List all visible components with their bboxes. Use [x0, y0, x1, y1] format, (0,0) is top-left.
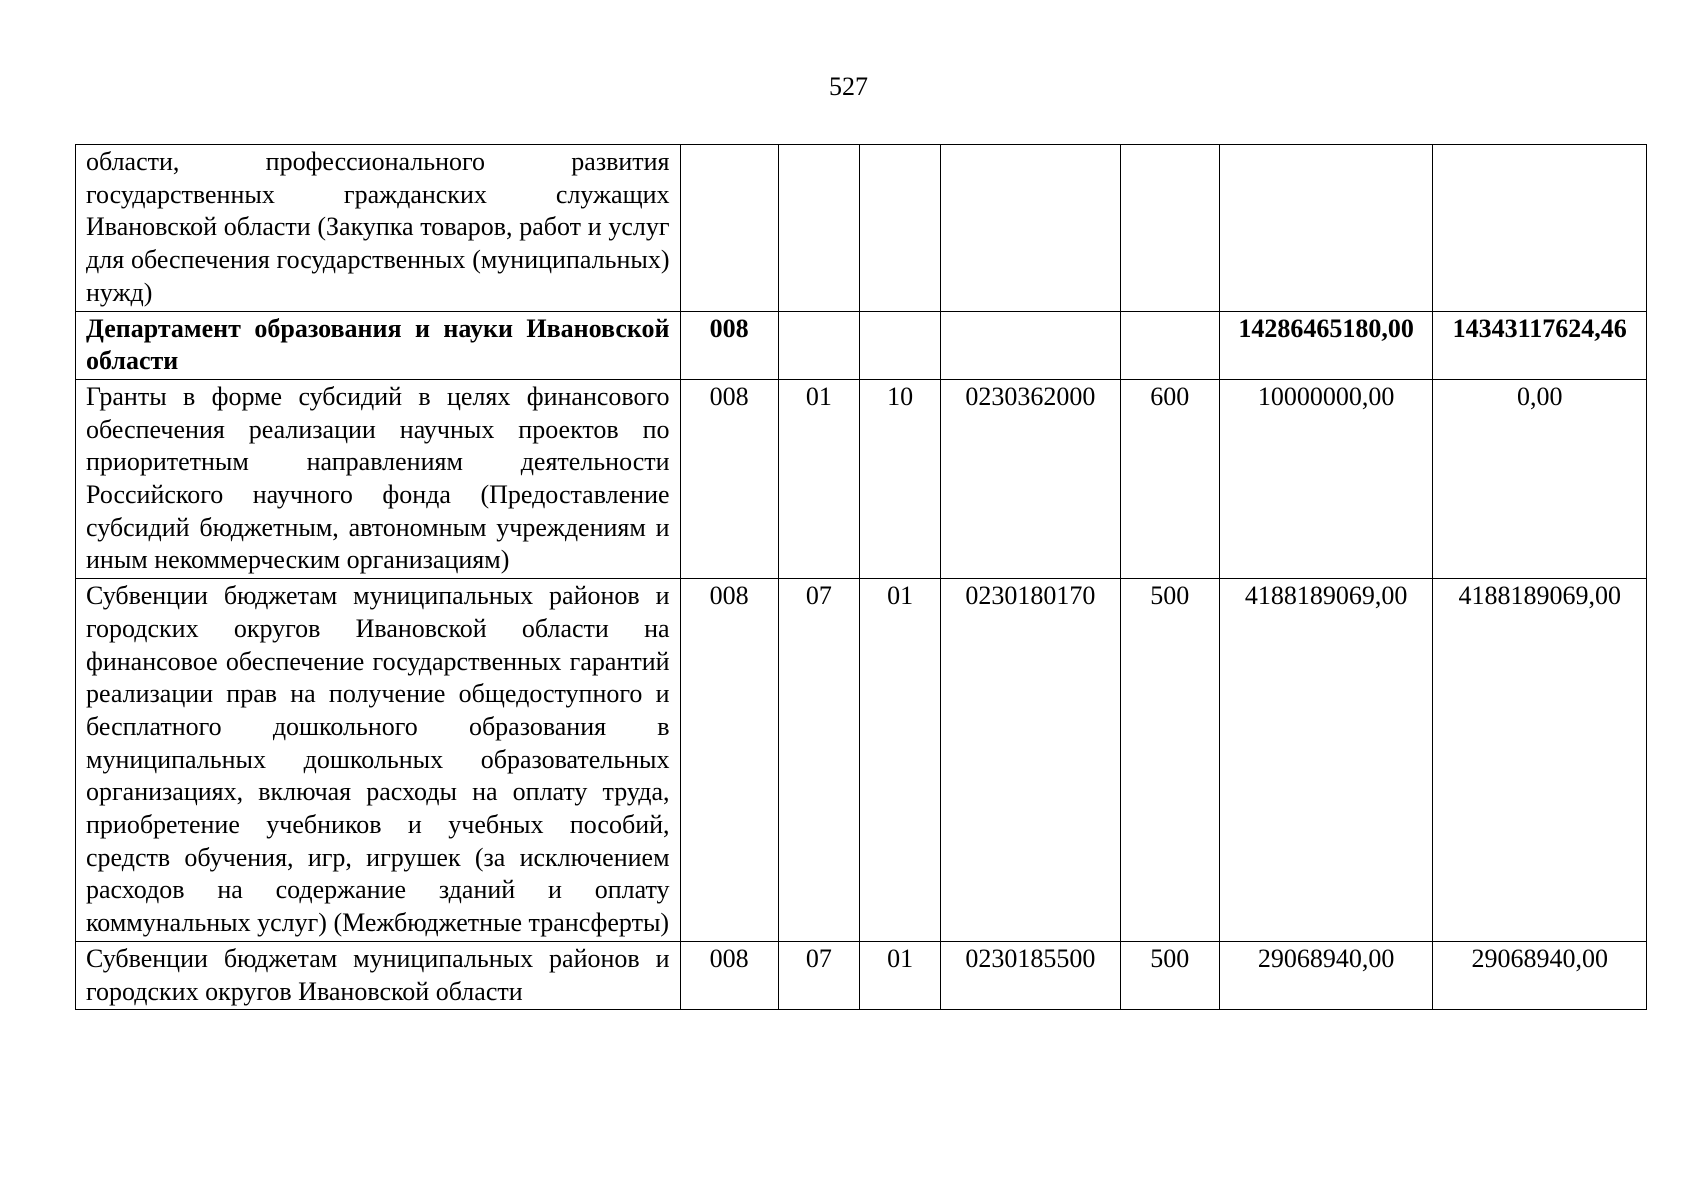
table-row: [76, 311, 1647, 379]
target-article-code: 0230180170: [941, 579, 1120, 942]
section-code: 01: [778, 379, 859, 578]
subsection-code: [859, 145, 940, 312]
amount-1: 4188189069,00: [1219, 579, 1433, 942]
table-row: [76, 941, 1647, 1009]
amount-2: 29068940,00: [1433, 941, 1647, 1009]
amount-2: 4188189069,00: [1433, 579, 1647, 942]
target-article-code: 0230362000: [941, 379, 1120, 578]
section-code: [778, 311, 859, 379]
amount-1: [1219, 145, 1433, 312]
row-description: области, профессионального развития государственных гражданских служащих Ивановской области (Закупка товаров, работ и услуг для обеспечения государственных (муниципальных) нужд): [76, 145, 681, 312]
table-row: [76, 145, 1647, 312]
amount-2: 14343117624,46: [1433, 311, 1647, 379]
amount-2: 0,00: [1433, 379, 1647, 578]
table-row: [76, 379, 1647, 578]
amount-1: 14286465180,00: [1219, 311, 1433, 379]
expense-type-code: 500: [1120, 579, 1219, 942]
target-article-code: 0230185500: [941, 941, 1120, 1009]
amount-1: 29068940,00: [1219, 941, 1433, 1009]
budget-table: [75, 144, 1647, 1010]
row-description: Гранты в форме субсидий в целях финансового обеспечения реализации научных проектов по приоритетным направлениям деятельности Российского научного фонда (Предоставление субсидий бюджетным, автономным учреждениям и иным некоммерческим организациям): [76, 379, 681, 578]
subsection-code: 10: [859, 379, 940, 578]
section-code: 07: [778, 941, 859, 1009]
section-code: 07: [778, 579, 859, 942]
subsection-code: [859, 311, 940, 379]
expense-type-code: [1120, 311, 1219, 379]
ministry-code: 008: [680, 941, 778, 1009]
section-code: [778, 145, 859, 312]
subsection-code: 01: [859, 941, 940, 1009]
expense-type-code: 500: [1120, 941, 1219, 1009]
ministry-code: 008: [680, 379, 778, 578]
subsection-code: 01: [859, 579, 940, 942]
row-description: Субвенции бюджетам муниципальных районов и городских округов Ивановской области: [76, 941, 681, 1009]
ministry-code: 008: [680, 311, 778, 379]
target-article-code: [941, 145, 1120, 312]
expense-type-code: [1120, 145, 1219, 312]
amount-2: [1433, 145, 1647, 312]
target-article-code: [941, 311, 1120, 379]
expense-type-code: 600: [1120, 379, 1219, 578]
ministry-code: [680, 145, 778, 312]
amount-1: 10000000,00: [1219, 379, 1433, 578]
table-row: [76, 579, 1647, 942]
row-description: Департамент образования и науки Ивановской области: [76, 311, 681, 379]
page-number: 527: [829, 72, 868, 101]
ministry-code: 008: [680, 579, 778, 942]
row-description: Субвенции бюджетам муниципальных районов и городских округов Ивановской области на финансовое обеспечение государственных гарантий реализации прав на получение общедоступного и бесплатного дошкольного образования в муниципальных дошкольных образовательных организациях, включая расходы на оплату труда, приобретение учебников и учебных пособий, средств обучения, игр, игрушек (за исключением расходов на содержание зданий и оплату коммунальных услуг) (Межбюджетные трансферты): [76, 579, 681, 942]
